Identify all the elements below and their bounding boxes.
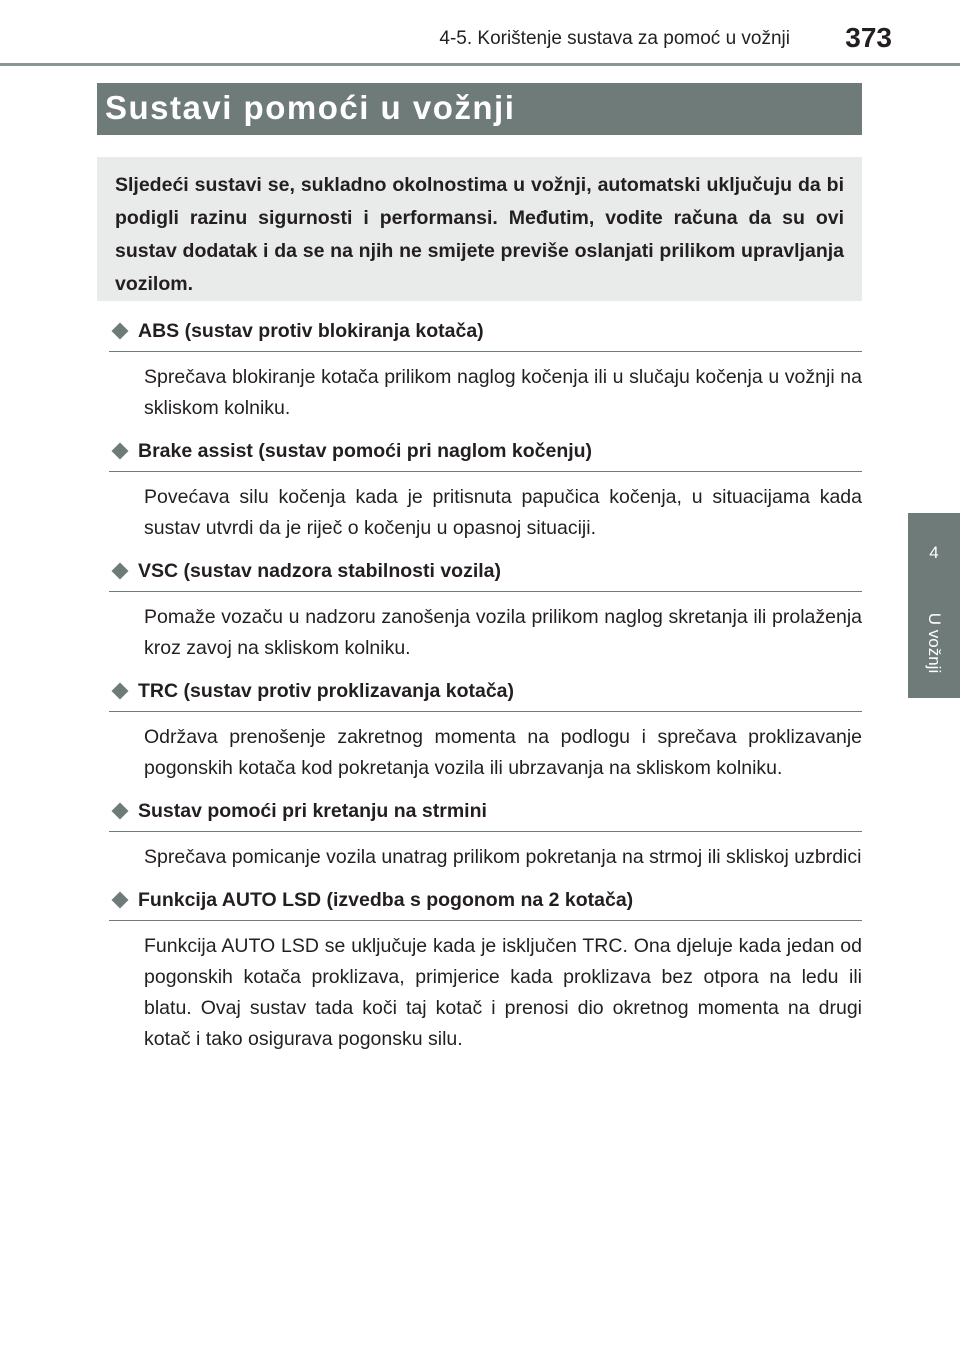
list-item <box>109 798 862 873</box>
intro-box <box>97 157 862 301</box>
systems-list <box>109 318 862 1069</box>
list-item <box>109 318 862 424</box>
item-description: Sprečava blokiranje kotača prilikom naglog kočenja ili u slučaju kočenja u vožnji na skliskom kolniku. <box>144 366 862 419</box>
page-number: 373 <box>845 22 892 53</box>
list-item <box>109 887 862 1055</box>
item-heading <box>109 887 862 921</box>
diamond-bullet-icon <box>112 323 129 340</box>
item-heading <box>109 558 862 592</box>
diamond-bullet-icon <box>112 443 129 460</box>
diamond-bullet-icon <box>112 892 129 909</box>
item-heading-text: ABS (sustav protiv blokiranja kotača) <box>138 320 484 342</box>
page-title-bar <box>97 83 862 135</box>
item-description: Održava prenošenje zakretnog momenta na podlogu i sprečava proklizavanje pogonskih kotača kod pokretanja vozila ili ubrzavanja na skliskom kolniku. <box>144 726 862 779</box>
item-heading-text: VSC (sustav nadzora stabilnosti vozila) <box>138 560 501 582</box>
header-section-title: 4-5. Korištenje sustava za pomoć u vožnji <box>439 28 790 49</box>
item-heading <box>109 678 862 712</box>
item-heading-text: Sustav pomoći pri kretanju na strmini <box>138 800 487 822</box>
item-heading-text: Brake assist (sustav pomoći pri naglom kočenju) <box>138 440 593 462</box>
item-heading <box>109 438 862 472</box>
chapter-label: U vožnji <box>925 612 944 674</box>
item-heading-text: Funkcija AUTO LSD (izvedba s pogonom na 2 kotača) <box>138 889 634 911</box>
list-item <box>109 678 862 784</box>
diamond-bullet-icon <box>112 563 129 580</box>
header-divider <box>0 63 960 66</box>
item-heading-text: TRC (sustav protiv proklizavanja kotača) <box>138 680 515 702</box>
item-heading <box>109 798 862 832</box>
item-description: Pomaže vozaču u nadzoru zanošenja vozila prilikom naglog skretanja ili prolaženja kroz zavoj na skliskom kolniku. <box>144 606 862 659</box>
diamond-bullet-icon <box>112 803 129 820</box>
diamond-bullet-icon <box>112 683 129 700</box>
page-title: Sustavi pomoći u vožnji <box>105 89 516 126</box>
list-item <box>109 558 862 664</box>
intro-text: Sljedeći sustavi se, sukladno okolnostima u vožnji, automatski uključuju da bi podigli razinu sigurnosti i performansi. Međutim, vodite računa da su ovi sustav dodatak i da se na njih ne smijete previše oslanjati prilikom upravljanja vozilom. <box>115 174 844 295</box>
chapter-side-tab <box>908 513 960 698</box>
chapter-number: 4 <box>929 543 939 562</box>
item-heading <box>109 318 862 352</box>
item-description: Funkcija AUTO LSD se uključuje kada je isključen TRC. Ona djeluje kada jedan od pogonskih kotača proklizava, primjerice kada proklizava bez otpora na ledu ili blatu. Ovaj sustav tada koči taj kotač i prenosi dio okretnog momenta na drugi kotač i tako osigurava pogonsku silu. <box>144 935 862 1050</box>
list-item <box>109 438 862 544</box>
item-description: Povećava silu kočenja kada je pritisnuta papučica kočenja, u situacijama kada sustav utvrdi da je riječ o kočenju u opasnoj situaciji. <box>144 486 862 539</box>
item-description: Sprečava pomicanje vozila unatrag prilikom pokretanja na strmoj ili skliskoj uzbrdici <box>144 846 862 868</box>
